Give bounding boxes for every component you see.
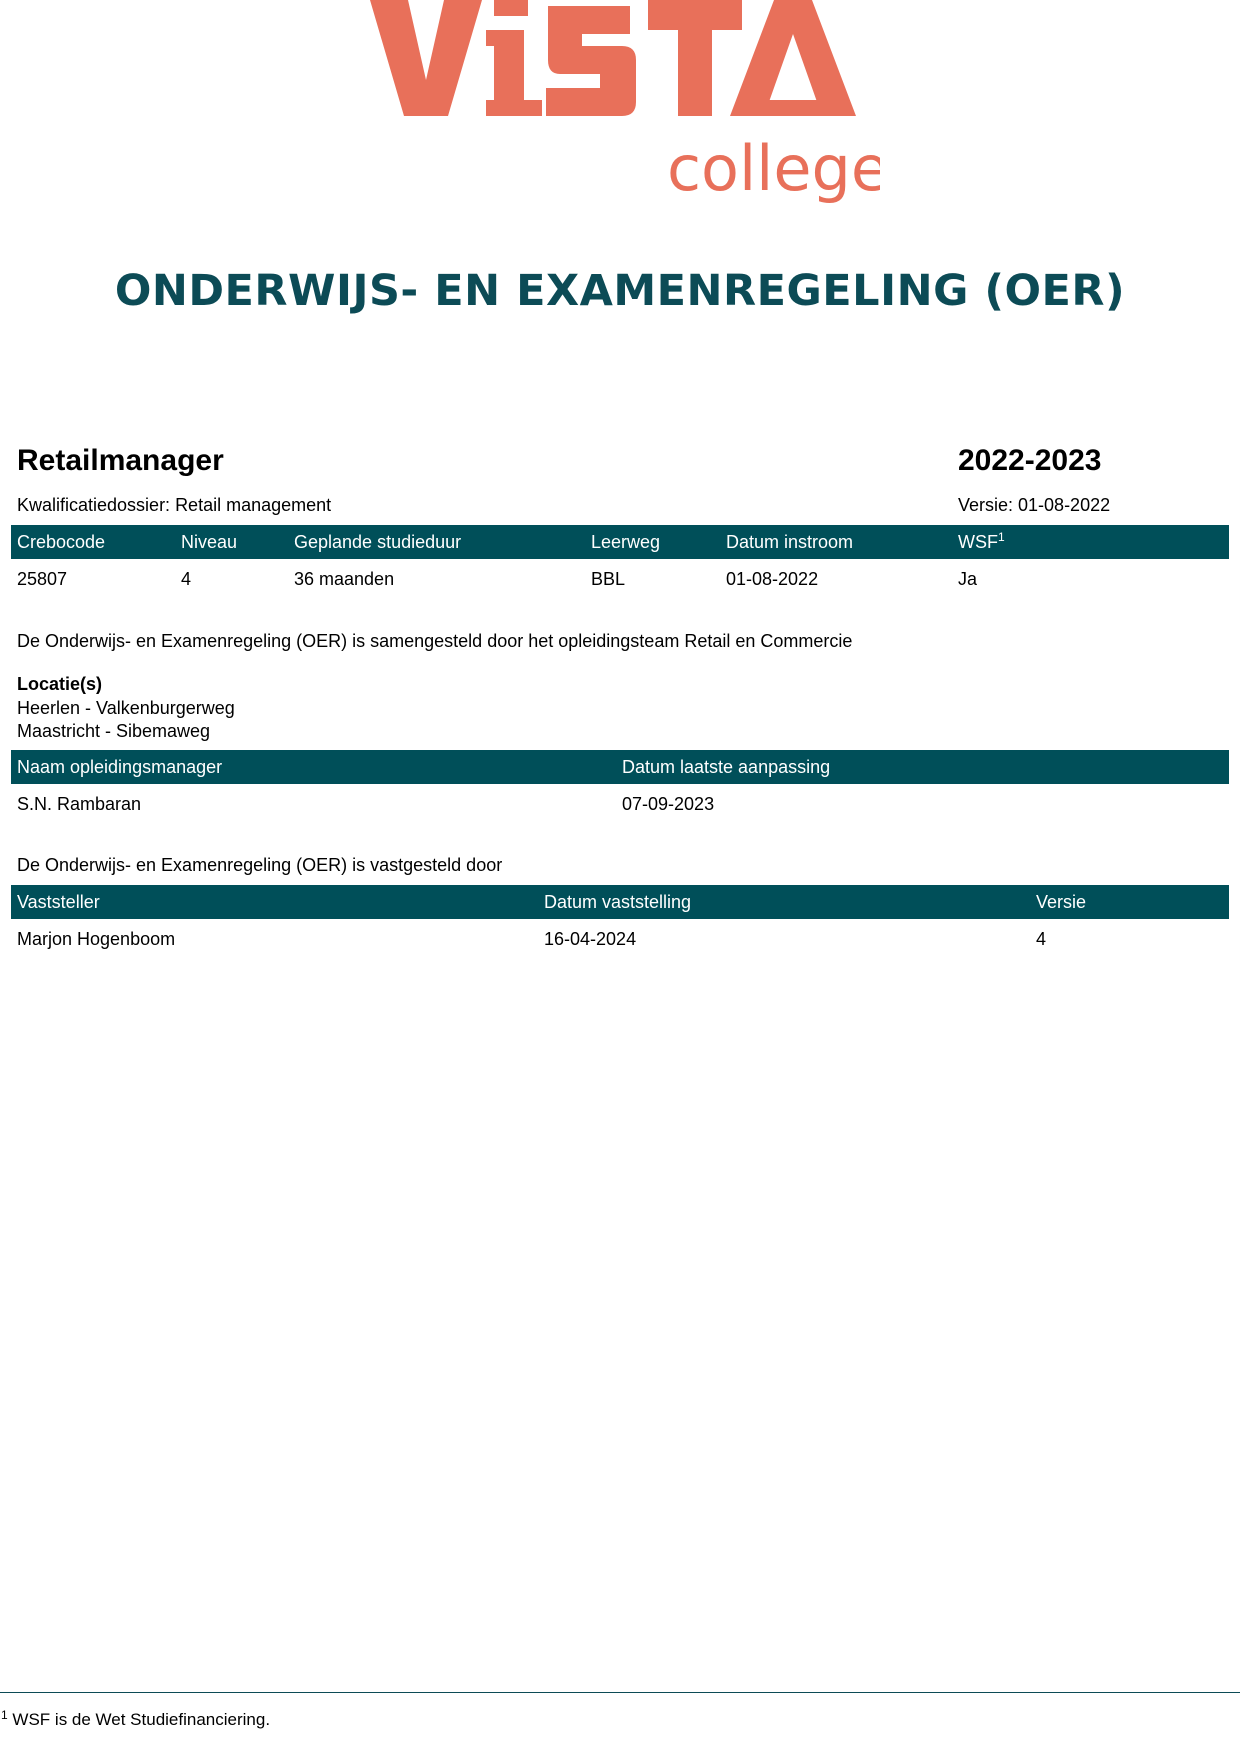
locations-list bbox=[17, 697, 235, 743]
cell-crebocode: 25807 bbox=[17, 569, 68, 589]
footnote-mark: 1 bbox=[1, 1708, 8, 1722]
table-row bbox=[11, 919, 1229, 957]
header-studieduur: Geplande studieduur bbox=[294, 532, 462, 552]
logo-graphic bbox=[360, 0, 880, 210]
footnote bbox=[1, 1710, 270, 1730]
header-wsf: WSF$^1$ bbox=[958, 530, 1005, 552]
header-crebocode: Crebocode bbox=[17, 532, 106, 552]
cell-wsf: Ja bbox=[958, 569, 978, 589]
header-last-modified: Datum laatste aanpassing bbox=[622, 757, 831, 777]
header-datum-vaststelling: Datum vaststelling bbox=[544, 892, 692, 912]
cell-niveau: 4 bbox=[181, 569, 192, 589]
header-versie: Versie bbox=[1036, 892, 1087, 912]
table-row bbox=[11, 784, 1229, 822]
table-row bbox=[11, 559, 1229, 597]
composed-by-text: De Onderwijs- en Examenregeling (OER) is samengesteld door het opleidingsteam Retail en Commercie bbox=[17, 631, 853, 651]
cell-versie: 4 bbox=[1036, 929, 1047, 949]
cell-studieduur: 36 maanden bbox=[294, 569, 395, 589]
footnote-ref: 1 bbox=[998, 530, 1005, 544]
cell-leerweg: BBL bbox=[591, 569, 626, 589]
document-title: ONDERWIJS- EN EXAMENREGELING (OER) bbox=[114, 266, 1126, 316]
table-header bbox=[11, 525, 1229, 559]
header-niveau: Niveau bbox=[181, 532, 238, 552]
vista-college-logo bbox=[360, 0, 880, 210]
cell-manager-name: S.N. Rambaran bbox=[17, 794, 142, 814]
version-label: Versie: 01-08-2022 bbox=[958, 495, 1111, 515]
table-header bbox=[11, 885, 1229, 919]
header-manager-name: Naam opleidingsmanager bbox=[17, 757, 223, 777]
header-leerweg: Leerweg bbox=[591, 532, 661, 552]
cell-datum-instroom: 01-08-2022 bbox=[726, 569, 819, 589]
cell-last-modified: 07-09-2023 bbox=[622, 794, 715, 814]
qualification-dossier: Kwalificatiedossier: Retail management bbox=[17, 495, 332, 515]
location-item: Heerlen - Valkenburgerweg bbox=[17, 698, 235, 718]
cell-datum-vaststelling: 16-04-2024 bbox=[544, 929, 637, 949]
footnote-divider bbox=[0, 1692, 1240, 1693]
locations-heading: Locatie(s) bbox=[17, 674, 103, 694]
approval-table bbox=[11, 885, 1229, 957]
header-datum-instroom: Datum instroom bbox=[726, 532, 854, 552]
program-name: Retailmanager bbox=[17, 444, 224, 477]
table-header bbox=[11, 750, 1229, 784]
header-vaststeller: Vaststeller bbox=[17, 892, 100, 912]
footnote-text: WSF is de Wet Studiefinanciering. bbox=[12, 1710, 271, 1729]
cell-vaststeller: Marjon Hogenboom bbox=[17, 929, 176, 949]
program-table bbox=[11, 525, 1229, 597]
location-item: Maastricht - Sibemaweg bbox=[17, 721, 211, 741]
school-year: 2022-2023 bbox=[958, 444, 1102, 477]
established-by-text: De Onderwijs- en Examenregeling (OER) is vastgesteld door bbox=[17, 855, 503, 875]
logo-subtitle: college bbox=[666, 132, 880, 205]
manager-table bbox=[11, 750, 1229, 822]
